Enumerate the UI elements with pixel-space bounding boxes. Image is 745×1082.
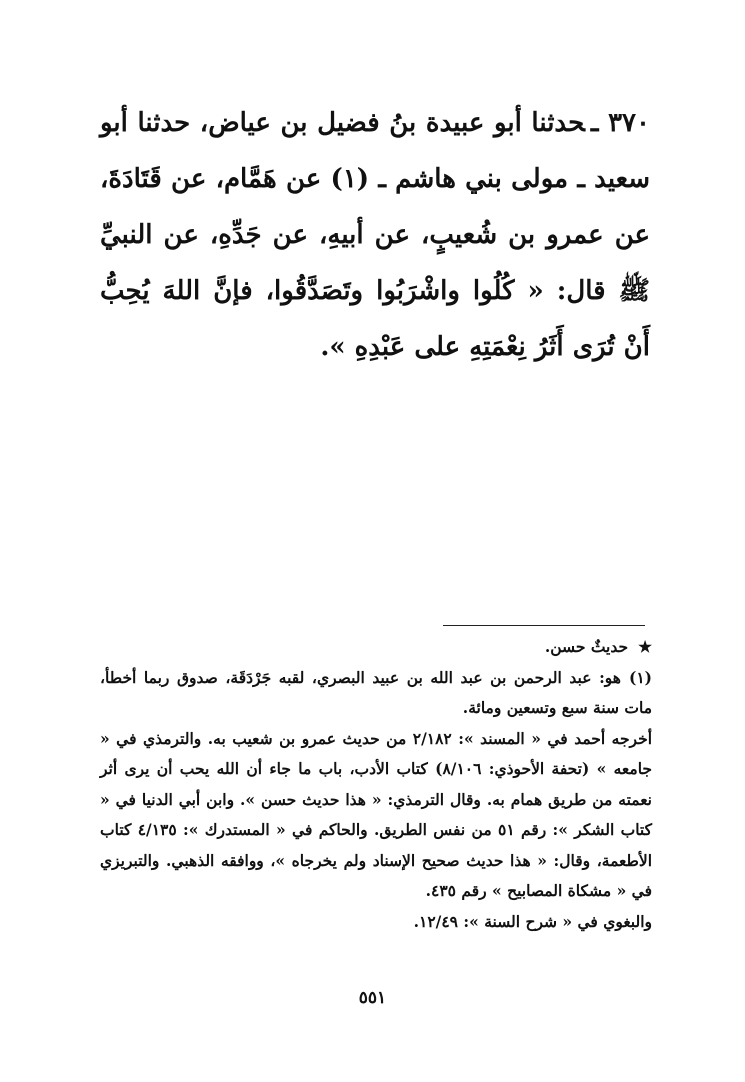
hadith-text-block [100, 95, 650, 375]
star-icon: ★ [638, 637, 652, 656]
hadith-text: حدثنا أبو عبيدة بنُ فضيل بن عياض، حدثنا أبو سعيد ـ مولى بني هاشم ـ (١) عن هَمَّام، عن قَتَادَةَ، عن عمرو بن شُعيبٍ، عن أبيهِ، عن جَدِّهِ، عن النبيِّ ﷺ قال: « كُلُوا واشْرَبُوا وتَصَدَّقُوا، فإنَّ اللهَ يُحِبُّ أَنْ تُرَى أَثَرُ نِعْمَتِهِ على عَبْدِهِ ». [100, 108, 650, 362]
footnote-baghawi: والبغوي في « شرح السنة »: ١٢/٤٩. [413, 911, 652, 931]
footnotes-block [100, 632, 652, 937]
footnote-one [100, 663, 652, 724]
footnote-grade [100, 632, 652, 663]
footnote-takhrij: أخرجه أحمد في « المسند »: ٢/١٨٢ من حديث عمرو بن شعيب به. والترمذي في « جامعه » (تحفة الأحوذي: ٨/١٠٦) كتاب الأدب، باب ما جاء أن الله يحب أن يرى أثر نعمته من طريق همام به. وقال الترمذي: « هذا حديث حسن ». وابن أبي الدنيا في « كتاب الشكر »: رقم ٥١ من نفس الطريق. والحاكم في « المستدرك »: ٤/١٣٥ كتاب الأطعمة، وقال: « هذا حديث صحيح الإسناد ولم يخرجاه »، ووافقه الذهبي. والتبريزي في « مشكاة المصابيح » رقم ٤٣٥. [100, 728, 652, 900]
footnote-separator [443, 625, 645, 626]
hadith-number: ٣٧٠ ـ [590, 108, 650, 138]
page-number: ٥٥١ [358, 988, 387, 1008]
footnote-one-text: هو: عبد الرحمن بن عبد الله بن عبيد البصري، لقبه جَرْدَقَة، صدوق ربما أخطأ، مات سنة سبع وتسعين ومائة. [100, 667, 652, 717]
grade-text: حديثٌ حسن. [544, 637, 629, 656]
footnote-marker: (١) [628, 667, 652, 687]
